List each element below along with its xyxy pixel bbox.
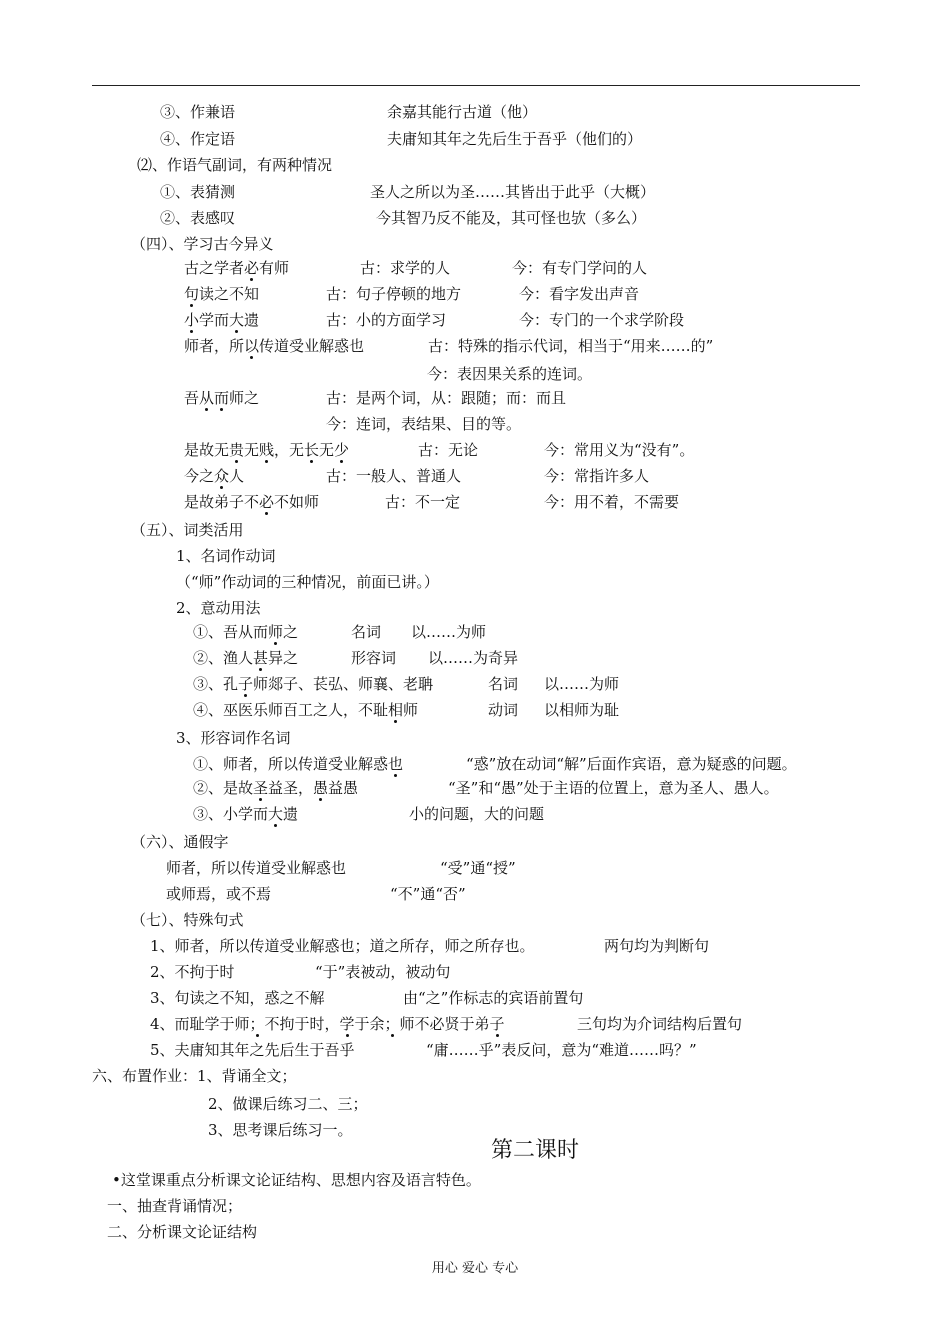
text-annotation: “圣”和“愚”处于主语的位置上，意为圣人、愚人。 [448, 779, 779, 797]
text-annotation: “于”表被动，被动句 [315, 963, 451, 981]
emphasis-dot [205, 408, 208, 411]
header-rule [92, 85, 860, 86]
emphasis-dot [274, 824, 277, 827]
text-annotation: 动词 [488, 701, 519, 719]
text-line: 是故弟子不必不如师 [184, 493, 320, 511]
text-line: ①、师者，所以传道受业解惑也 [193, 755, 404, 773]
emphasis-dot [496, 1034, 499, 1037]
text-line: ⑵、作语气副词，有两种情况 [137, 156, 333, 174]
text-annotation: 古：不一定 [385, 493, 461, 511]
text-annotation: 今其智乃反不能及，其可怪也欤（多么） [376, 209, 647, 227]
emphasis-dot [265, 460, 268, 463]
emphasis-dot [256, 1034, 259, 1037]
text-line: （五）、词类活用 [131, 521, 244, 539]
text-line: ①、表猜测 [160, 183, 236, 201]
text-line: 古之学者必有师 [184, 259, 290, 277]
text-annotation: “惑”放在动词“解”后面作宾语，意为疑惑的问题。 [466, 755, 797, 773]
text-line: 1、名词作动词 [176, 547, 276, 565]
emphasis-dot [274, 642, 277, 645]
text-line: ②、是故圣益圣，愚益愚 [193, 779, 359, 797]
text-annotation: 夫庸知其年之先后生于吾乎（他们的） [387, 130, 643, 148]
emphasis-dot [391, 1034, 394, 1037]
text-annotation: 古：求学的人 [360, 259, 451, 277]
section-title: 第二课时 [490, 1138, 579, 1163]
text-annotation: 古：句子停顿的地方 [326, 285, 462, 303]
text-line: 师者，所以传道受业解惑也 [166, 859, 347, 877]
emphasis-dot [220, 486, 223, 489]
text-annotation: 以……为师 [411, 623, 487, 641]
text-line: ③、孔子师郯子、苌弘、师襄、老聃 [193, 675, 434, 693]
text-annotation: 名词 [488, 675, 519, 693]
emphasis-dot [265, 512, 268, 515]
text-annotation: 以……为奇异 [428, 649, 519, 667]
emphasis-dot [190, 330, 193, 333]
text-annotation: 今：常指许多人 [544, 467, 650, 485]
emphasis-dot [319, 798, 322, 801]
text-annotation: 今：常用义为“没有”。 [544, 441, 695, 459]
text-line: 吾从而师之 [184, 389, 260, 407]
text-annotation: 今：用不着，不需要 [544, 493, 680, 511]
emphasis-dot [250, 278, 253, 281]
emphasis-dot [259, 798, 262, 801]
text-line: 今：表因果关系的连词。 [427, 365, 593, 383]
text-line: ①、吾从而师之 [193, 623, 299, 641]
text-line: ②、渔人甚异之 [193, 649, 299, 667]
emphasis-dot [259, 668, 262, 671]
text-line: 小学而大遗 [184, 311, 260, 329]
text-annotation: 小的问题，大的问题 [409, 805, 545, 823]
text-line: 3、句读之不知，惑之不解 [150, 989, 325, 1007]
text-annotation: 以……为师 [544, 675, 620, 693]
text-annotation: 今：专门的一个求学阶段 [519, 311, 685, 329]
text-line: （六）、通假字 [131, 833, 229, 851]
text-line: ②、表感叹 [160, 209, 236, 227]
text-line: 2、做课后练习二、三； [208, 1095, 368, 1113]
text-line: 2、不拘于时 [150, 963, 235, 981]
text-annotation: 圣人之所以为圣……其皆出于此乎（大概） [370, 183, 656, 201]
text-annotation: 以相师为耻 [544, 701, 620, 719]
text-line: 3、形容词作名词 [176, 729, 291, 747]
text-line: 师者，所以传道受业解惑也 [184, 337, 365, 355]
text-line: 5、夫庸知其年之先后生于吾乎 [150, 1041, 355, 1059]
text-annotation: 古：一般人、普通人 [326, 467, 462, 485]
emphasis-dot [250, 356, 253, 359]
text-line: 一、抽查背诵情况； [107, 1197, 243, 1215]
emphasis-dot [235, 330, 238, 333]
text-annotation: 由“之”作标志的宾语前置句 [403, 989, 584, 1007]
text-line: 二、分析课文论证结构 [107, 1223, 258, 1241]
text-annotation: 三句均为介词结构后置句 [577, 1015, 743, 1033]
text-line: （四）、学习古今异义 [131, 235, 274, 253]
emphasis-dot [346, 1034, 349, 1037]
text-annotation: 两句均为判断句 [604, 937, 710, 955]
text-line: •这堂课重点分析课文论证结构、思想内容及语言特色。 [112, 1171, 481, 1189]
text-line: ④、巫医乐师百工之人，不耻相师 [193, 701, 419, 719]
text-line: 今：连词，表结果、目的等。 [326, 415, 522, 433]
text-annotation: “受”通“授” [440, 859, 516, 877]
text-line: 今之众人 [184, 467, 245, 485]
text-line: 3、思考课后练习一。 [208, 1121, 353, 1139]
text-line: 或师焉，或不焉 [166, 885, 272, 903]
text-line: 4、而耻学于师；不拘于时，学于余；师不必贤于弟子 [150, 1015, 505, 1033]
text-line: 句读之不知 [184, 285, 260, 303]
text-line: （七）、特殊句式 [131, 911, 244, 929]
emphasis-dot [340, 460, 343, 463]
text-annotation: 古：无论 [418, 441, 479, 459]
text-annotation: 今：有专门学问的人 [512, 259, 648, 277]
text-annotation: 余嘉其能行古道（他） [387, 103, 538, 121]
text-annotation: 古：特殊的指示代词，相当于“用来……的” [428, 337, 714, 355]
text-annotation: 古：小的方面学习 [326, 311, 447, 329]
emphasis-dot [310, 460, 313, 463]
text-line: ③、小学而大遗 [193, 805, 299, 823]
emphasis-dot [220, 408, 223, 411]
page-footer: 用心 爱心 专心 [431, 1261, 519, 1276]
text-annotation: “不”通“否” [390, 885, 466, 903]
text-line: ③、作兼语 [160, 103, 236, 121]
text-line: 六、布置作业：1、背诵全文； [92, 1067, 297, 1085]
emphasis-dot [394, 774, 397, 777]
text-annotation: 今：看字发出声音 [519, 285, 640, 303]
text-line: 是故无贵无贱，无长无少 [184, 441, 350, 459]
emphasis-dot [244, 694, 247, 697]
text-annotation: 名词 [351, 623, 382, 641]
text-line: （“师”作动词的三种情况，前面已讲。） [176, 573, 439, 591]
text-annotation: 古：是两个词，从：跟随；而：而且 [326, 389, 567, 407]
text-line: 2、意动用法 [176, 599, 261, 617]
text-line: ④、作定语 [160, 130, 236, 148]
emphasis-dot [394, 720, 397, 723]
text-annotation: “庸……乎”表反问，意为“难道……吗？” [426, 1041, 697, 1059]
text-annotation: 形容词 [351, 649, 397, 667]
emphasis-dot [235, 460, 238, 463]
emphasis-dot [190, 304, 193, 307]
text-line: 1、师者，所以传道受业解惑也；道之所存，师之所存也。 [150, 937, 535, 955]
